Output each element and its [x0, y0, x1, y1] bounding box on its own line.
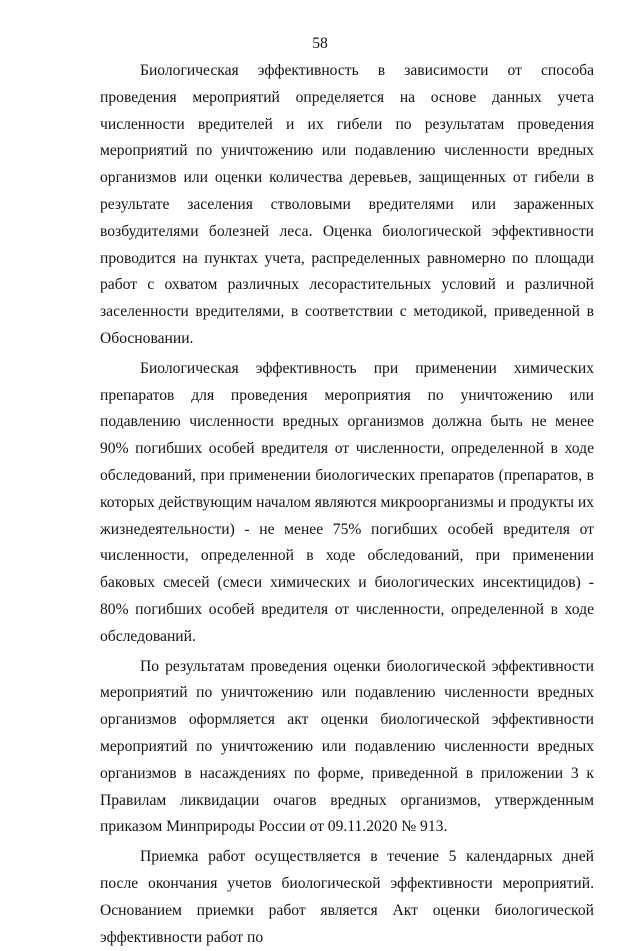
paragraph-biological-efficiency-assessment: Биологическая эффективность в зависимости от способа проведения мероприятий определяется на основе данных учета численности вредителей и их гибели по результатам проведения мероприятий по уничтожению или подавлению численности вредных организмов или оценки количества деревьев, защищенных от гибели в результате заселения стволовыми вредителями или зараженных возбудителями болезней леса. Оценка биологической эффективности проводится на пунктах учета, распределенных равномерно по площади работ с охватом различных лесорастительных условий и различной заселенности вредителями, в соответствии с методикой, приведенной в Обосновании. [100, 62, 594, 347]
paragraph-assessment-act: По результатам проведения оценки биологической эффективности мероприятий по уничтожению или подавлению численности вредных организмов оформляется акт оценки биологической эффективности мероприятий по уничтожению или подавлению численности вредных организмов в насаждениях по форме, приведенной в приложении 3 к Правилам ликвидации очагов вредных организмов, утвержденным приказом Минприроды России от 09.11.2020 № 913. [100, 657, 594, 836]
paragraph-work-acceptance: Приемка работ осуществляется в течение 5 календарных дней после окончания учетов биологической эффективности мероприятий. Основанием приемки работ является Акт оценки биологической эффективности работ по [100, 848, 594, 946]
paragraph-efficiency-thresholds: Биологическая эффективность при применении химических препаратов для проведения мероприятия по уничтожению или подавлению численности вредных организмов должна быть не менее 90% погибших особей вредителя от численности, определенной в ходе обследований, при применении биологических препаратов (препаратов, в которых действующим началом являются микроорганизмы и продукты их жизнедеятельности) - не менее 75% погибших особей вредителя от численности, определенной в ходе обследований, при применении баковых смесей (смеси химических и биологических инсектицидов) - 80% погибших особей вредителя от численности, определенной в ходе обследований. [100, 359, 594, 645]
page-number: 58 [312, 35, 328, 52]
document-body [100, 58, 594, 951]
